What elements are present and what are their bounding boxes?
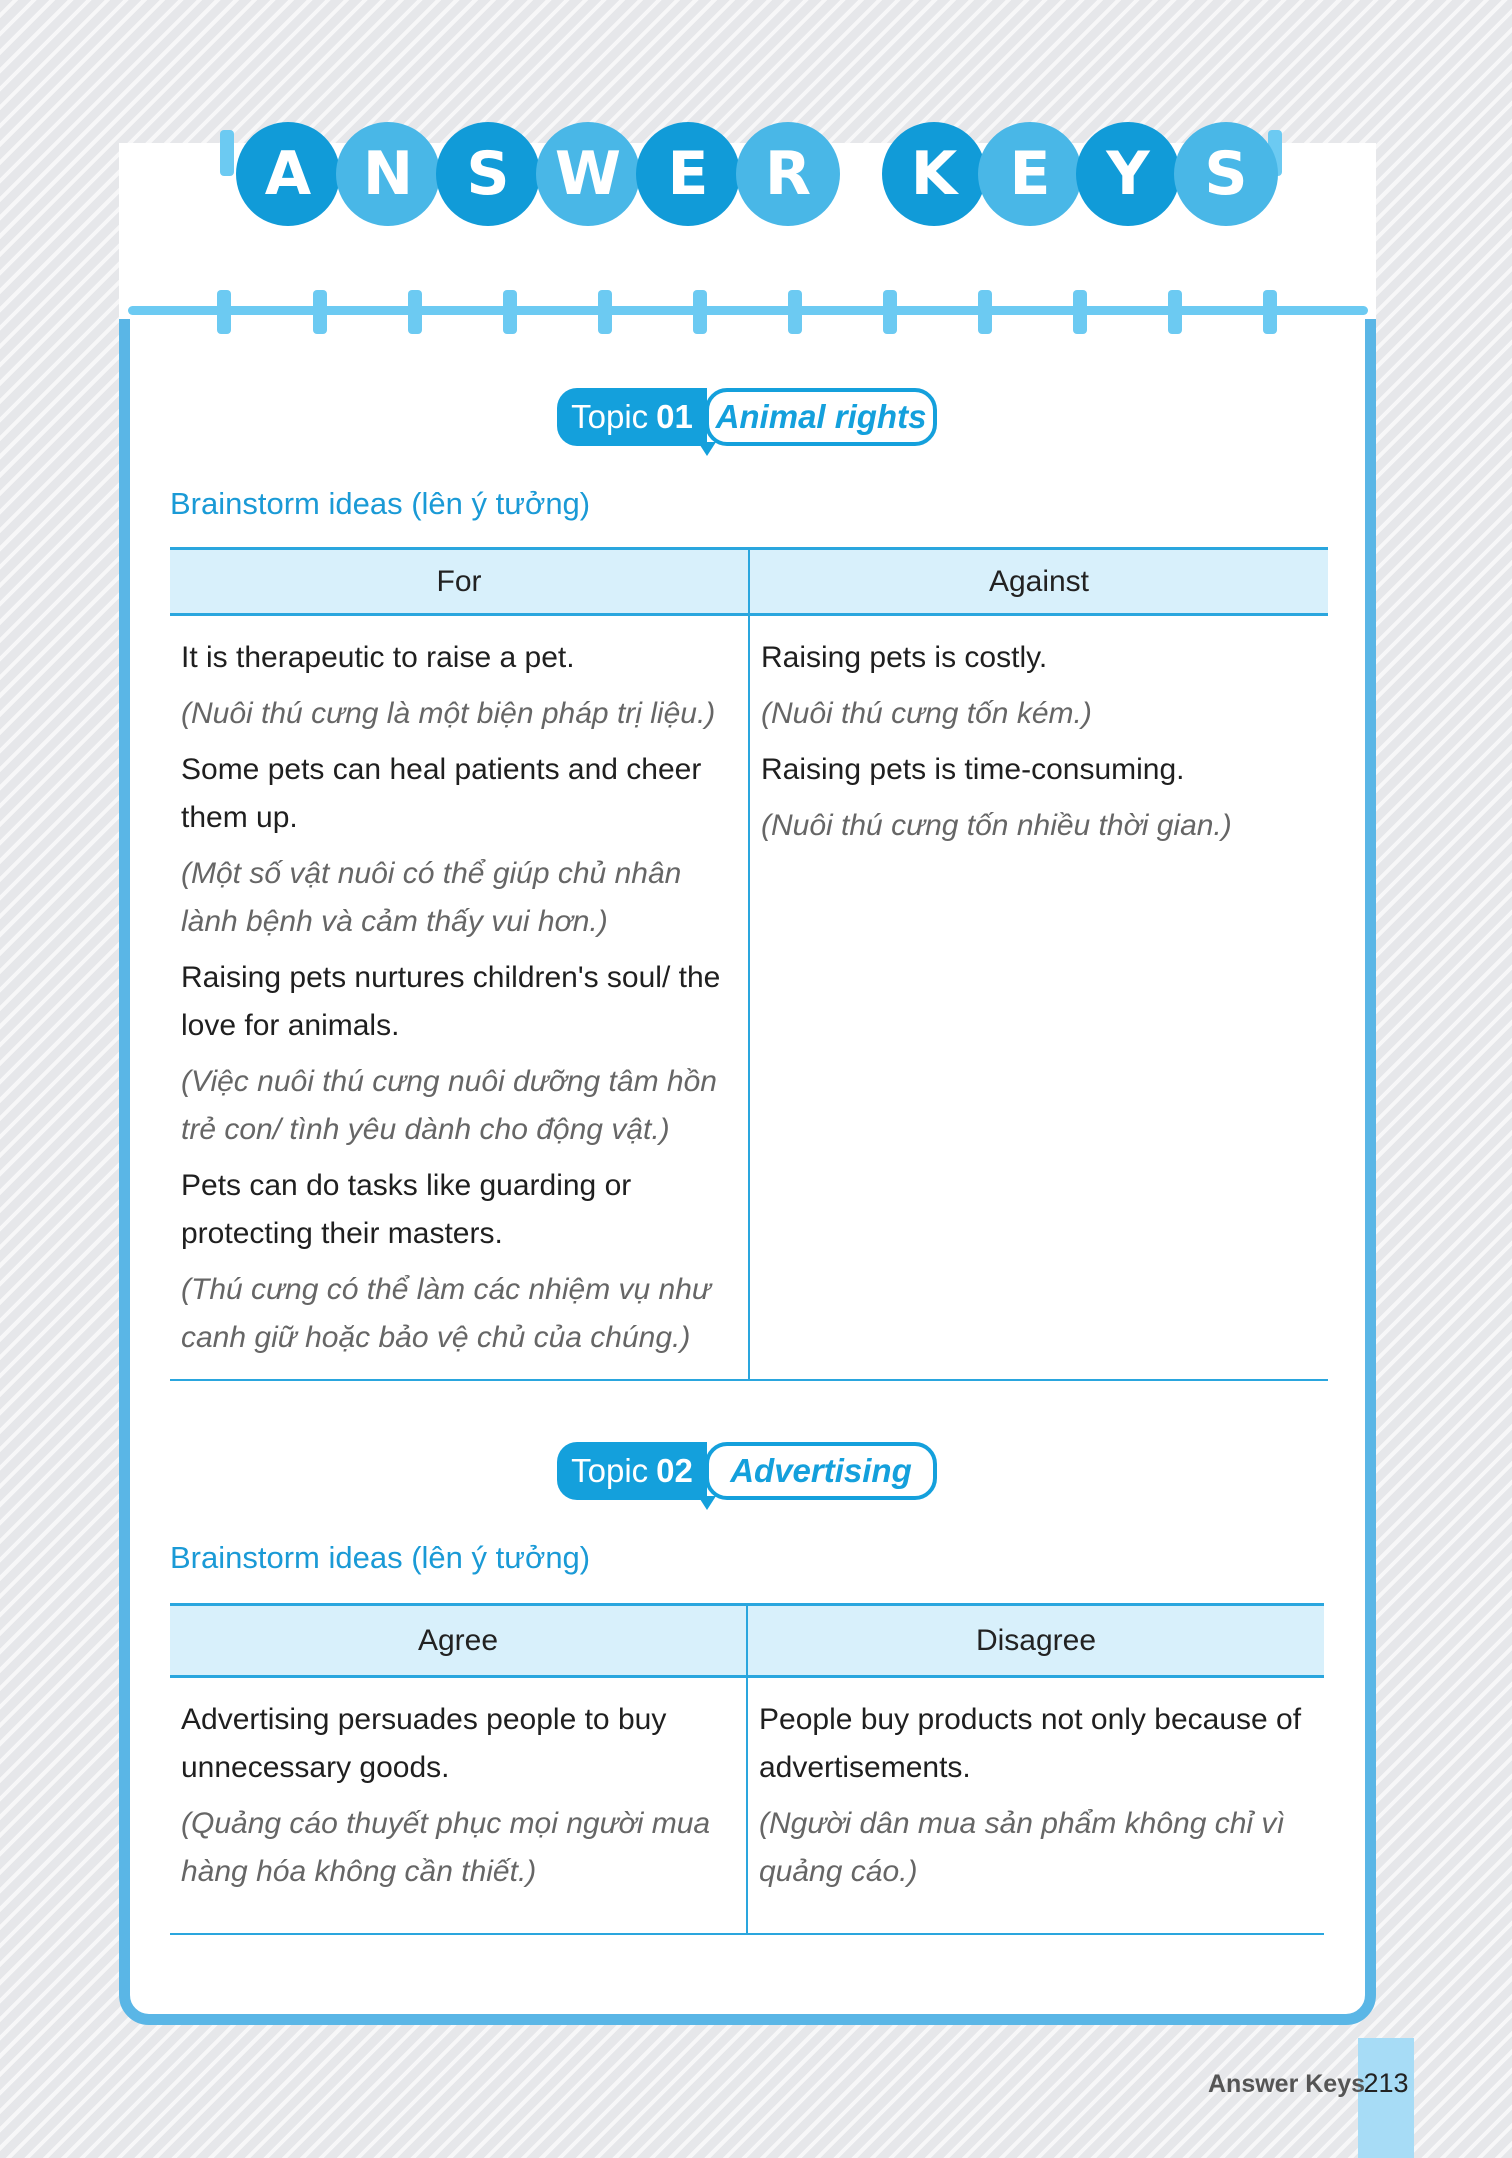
binding-tick bbox=[313, 290, 327, 334]
title-letter: K bbox=[882, 122, 986, 226]
binding-tick bbox=[598, 290, 612, 334]
topic-number-label bbox=[557, 388, 707, 446]
idea-vi: (Nuôi thú cưng tốn nhiều thời gian.) bbox=[761, 809, 1232, 842]
topic-label: Topic bbox=[571, 1452, 649, 1489]
idea-vi: (Quảng cáo thuyết phục mọi người mua hàng hóa không cần thiết.) bbox=[181, 1807, 711, 1888]
idea-en: Some pets can heal patients and cheer them up. bbox=[181, 753, 702, 834]
binding-tick bbox=[1073, 290, 1087, 334]
topic-02-table bbox=[170, 1603, 1324, 1935]
table-header bbox=[170, 547, 1328, 616]
idea-en: Raising pets is time-consuming. bbox=[761, 753, 1185, 786]
title-letter: S bbox=[436, 122, 540, 226]
binding-tick bbox=[978, 290, 992, 334]
binding-tick bbox=[693, 290, 707, 334]
agree-column bbox=[170, 1678, 746, 1933]
binding-tick bbox=[883, 290, 897, 334]
topic-number: 01 bbox=[656, 398, 693, 435]
title-letter: W bbox=[536, 122, 640, 226]
column-header-for: For bbox=[436, 564, 482, 598]
disagree-column bbox=[746, 1678, 1324, 1933]
title-letter: N bbox=[336, 122, 440, 226]
idea-vi: (Việc nuôi thú cưng nuôi dưỡng tâm hồn trẻ con/ tình yêu dành cho động vật.) bbox=[181, 1065, 717, 1146]
tag-notch bbox=[698, 1496, 716, 1510]
table-body bbox=[170, 616, 1328, 1381]
topic-01-tag bbox=[557, 388, 937, 446]
idea-en: Pets can do tasks like guarding or protecting their masters. bbox=[181, 1169, 632, 1250]
topic-name: Animal rights bbox=[705, 388, 937, 446]
title-letter: S bbox=[1174, 122, 1278, 226]
title-letter: E bbox=[636, 122, 740, 226]
binding-tick bbox=[788, 290, 802, 334]
binding-tick bbox=[217, 290, 231, 334]
brainstorm-heading: Brainstorm ideas (lên ý tưởng) bbox=[170, 486, 591, 521]
topic-02-tag bbox=[557, 1442, 937, 1500]
for-column bbox=[170, 616, 748, 1379]
against-column bbox=[748, 616, 1328, 1379]
page-number: 213 bbox=[1363, 2068, 1409, 2098]
column-header-agree: Agree bbox=[417, 1623, 499, 1657]
title-letter: R bbox=[736, 122, 840, 226]
table-header bbox=[170, 1603, 1324, 1678]
title-letter: A bbox=[236, 122, 340, 226]
title-letter: E bbox=[978, 122, 1082, 226]
idea-en: It is therapeutic to raise a pet. bbox=[181, 641, 575, 674]
binding-tick bbox=[220, 130, 234, 176]
idea-vi: (Thú cưng có thể làm các nhiệm vụ như canh giữ hoặc bảo vệ chủ của chúng.) bbox=[181, 1273, 711, 1354]
idea-vi: (Nuôi thú cưng tốn kém.) bbox=[761, 697, 1092, 730]
answer-keys-title bbox=[236, 122, 1286, 226]
brainstorm-heading: Brainstorm ideas (lên ý tưởng) bbox=[170, 1540, 591, 1575]
column-header-against: Against bbox=[748, 550, 1328, 613]
idea-en: Advertising persuades people to buy unnecessary goods. bbox=[181, 1703, 667, 1784]
idea-vi: (Nuôi thú cưng là một biện pháp trị liệu.) bbox=[181, 697, 716, 730]
binding-tick bbox=[1168, 290, 1182, 334]
idea-en: People buy products not only because of advertisements. bbox=[759, 1703, 1302, 1784]
column-header-disagree: Disagree bbox=[746, 1606, 1324, 1675]
idea-vi: (Người dân mua sản phẩm không chỉ vì quảng cáo.) bbox=[759, 1807, 1285, 1888]
topic-name: Advertising bbox=[705, 1442, 937, 1500]
binding-tick bbox=[408, 290, 422, 334]
topic-number: 02 bbox=[656, 1452, 693, 1489]
table-body bbox=[170, 1678, 1324, 1935]
topic-label: Topic bbox=[571, 398, 649, 435]
idea-en: Raising pets is costly. bbox=[761, 641, 1048, 674]
binding-tick bbox=[1263, 290, 1277, 334]
idea-en: Raising pets nurtures children's soul/ the love for animals. bbox=[181, 961, 721, 1042]
binding-tick bbox=[503, 290, 517, 334]
topic-01-table bbox=[170, 547, 1328, 1381]
idea-vi: (Một số vật nuôi có thể giúp chủ nhân lành bệnh và cảm thấy vui hơn.) bbox=[181, 857, 682, 938]
tag-notch bbox=[698, 442, 716, 456]
title-letter: Y bbox=[1076, 122, 1180, 226]
footer-section-label: Answer Keys bbox=[1208, 2070, 1366, 2098]
topic-number-label bbox=[557, 1442, 707, 1500]
